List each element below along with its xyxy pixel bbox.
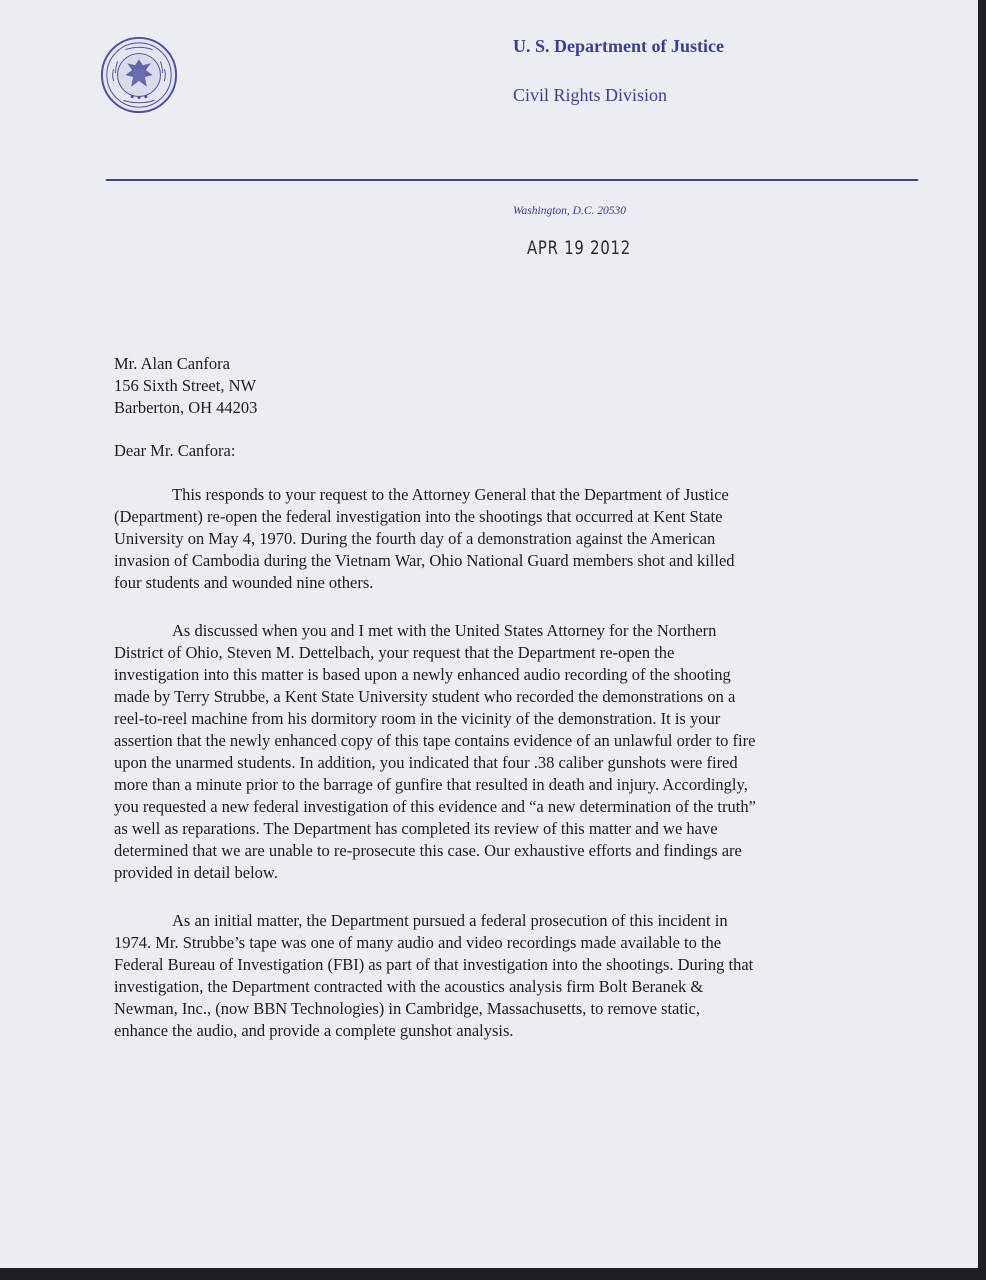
paragraph-line: reel-to-reel machine from his dormitory room in the vicinity of the demonstration. It is your xyxy=(114,709,721,728)
recipient-name: Mr. Alan Canfora xyxy=(114,354,230,373)
paragraph-line: determined that we are unable to re-prosecute this case. Our exhaustive efforts and findings are xyxy=(114,841,742,860)
paragraph-line: more than a minute prior to the barrage of gunfire that resulted in death and injury. Accordingly, xyxy=(114,775,748,794)
paragraph-line: four students and wounded nine others. xyxy=(114,573,374,592)
body-paragraph xyxy=(114,620,756,884)
doj-seal-icon xyxy=(100,36,178,114)
date-stamp: APR 19 2012 xyxy=(527,237,631,259)
division-name: Civil Rights Division xyxy=(513,85,668,105)
paragraph-line: provided in detail below. xyxy=(114,863,278,882)
salutation: Dear Mr. Canfora: xyxy=(114,441,236,460)
paragraph-line: District of Ohio, Steven M. Dettelbach, your request that the Department re-open the xyxy=(114,643,675,662)
body-paragraph xyxy=(114,484,735,594)
recipient-street: 156 Sixth Street, NW xyxy=(114,376,257,395)
scan-edge-right xyxy=(978,0,986,1280)
paragraph-line: As an initial matter, the Department pursued a federal prosecution of this incident in xyxy=(172,911,728,930)
paragraph-line: upon the unarmed students. In addition, you indicated that four .38 caliber gunshots were fired xyxy=(114,753,738,772)
paragraph-line: you requested a new federal investigation of this evidence and “a new determination of the truth” xyxy=(114,797,756,816)
recipient-city: Barberton, OH 44203 xyxy=(114,398,258,417)
recipient-address xyxy=(114,353,257,419)
paragraph-line: invasion of Cambodia during the Vietnam War, Ohio National Guard members shot and killed xyxy=(114,551,735,570)
paragraph-line: 1974. Mr. Strubbe’s tape was one of many audio and video recordings made available to the xyxy=(114,933,722,952)
paragraph-line: University on May 4, 1970. During the fourth day of a demonstration against the American xyxy=(114,529,716,548)
paragraph-line: Newman, Inc., (now BBN Technologies) in Cambridge, Massachusetts, to remove static, xyxy=(114,999,700,1018)
letterhead-divider xyxy=(106,179,918,181)
paragraph-line: investigation, the Department contracted with the acoustics analysis firm Bolt Beranek & xyxy=(114,977,704,996)
paragraph-line: as well as reparations. The Department has completed its review of this matter and we have xyxy=(114,819,718,838)
paragraph-line: (Department) re-open the federal investigation into the shootings that occurred at Kent State xyxy=(114,507,723,526)
paragraph-line: enhance the audio, and provide a complete gunshot analysis. xyxy=(114,1021,514,1040)
paragraph-line: Federal Bureau of Investigation (FBI) as part of that investigation into the shootings. During that xyxy=(114,955,754,974)
department-name: U. S. Department of Justice xyxy=(513,36,724,56)
letterhead-place: Washington, D.C. 20530 xyxy=(513,205,626,217)
paragraph-line: assertion that the newly enhanced copy of this tape contains evidence of an unlawful order to fire xyxy=(114,731,756,750)
paragraph-line: This responds to your request to the Attorney General that the Department of Justice xyxy=(172,485,729,504)
scan-edge-bottom xyxy=(0,1268,986,1280)
paragraph-line: investigation into this matter is based upon a newly enhanced audio recording of the shooting xyxy=(114,665,731,684)
paragraph-line: made by Terry Strubbe, a Kent State University student who recorded the demonstrations on a xyxy=(114,687,736,706)
body-paragraph xyxy=(114,910,753,1042)
paragraph-line: As discussed when you and I met with the United States Attorney for the Northern xyxy=(172,621,717,640)
